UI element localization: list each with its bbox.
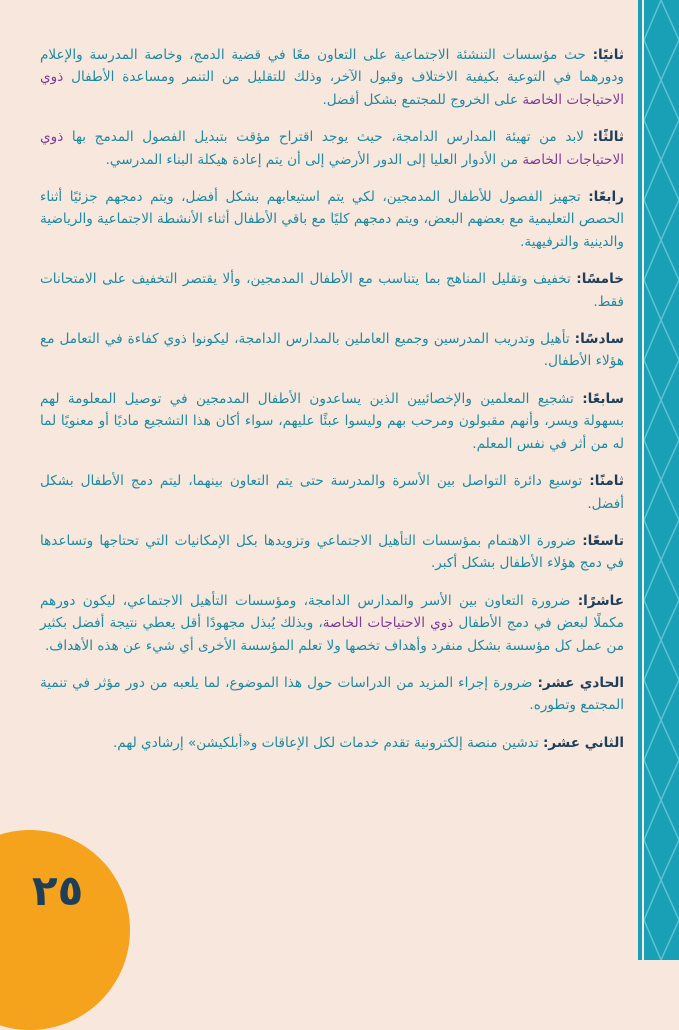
paragraph-text: تجهيز الفصول للأطفال المدمجين، لكي يتم استيعابهم بشكل أفضل، ويتم دمجهم جزئيًا أثناء الحصص التعليمية مع بعضهم البعض، ويتم دمجهم كليًا مع باقي الأطفال أثناء الأنشطة الاجتماعية والرياضية والدينية والترفيهية. — [40, 189, 624, 250]
recommendation-paragraph — [40, 268, 624, 313]
paragraph-text: ضرورة الاهتمام بمؤسسات التأهيل الاجتماعي وتزويدها بكل الإمكانيات التي تحتاجها وتساعدها في دمج هؤلاء الأطفال بشكل أكبر. — [40, 532, 624, 572]
highlight-text: ذوي الاحتياجات الخاصة — [40, 69, 624, 108]
highlight-text: ذوي الاحتياجات الخاصة — [322, 615, 454, 632]
recommendation-paragraph — [40, 388, 624, 455]
paragraph-text: تخفيف وتقليل المناهج بما يتناسب مع الأطفال المدمجين، وألا يقتصر التخفيف على الامتحانات فقط. — [40, 271, 624, 310]
paragraph-lead: ثالثًا: — [592, 129, 624, 146]
paragraph-text: توسيع دائرة التواصل بين الأسرة والمدرسة حتى يتم التعاون بينهما، ليتم دمج الأطفال بشكل أفضل. — [40, 473, 624, 512]
paragraph-lead: ثامنًا: — [589, 473, 624, 490]
recommendation-paragraph — [40, 186, 624, 253]
paragraph-text: ضرورة إجراء المزيد من الدراسات حول هذا الموضوع، لما يلعبه من دور مؤثر في تنمية المجتمع وتطوره. — [40, 674, 624, 714]
paragraph-lead: سادسًا: — [574, 331, 624, 348]
paragraph-text: لابد من تهيئة المدارس الدامجة، حيث يوجد اقتراح مؤقت بتبديل الفصول المدمج بها — [63, 129, 593, 146]
paragraph-lead: تاسعًا: — [582, 532, 624, 549]
recommendation-paragraph — [40, 470, 624, 515]
paragraph-lead: الحادي عشر: — [537, 674, 625, 691]
recommendation-paragraph — [40, 590, 624, 657]
paragraph-lead: خامسًا: — [576, 271, 624, 288]
paragraph-lead: سابعًا: — [582, 390, 624, 407]
paragraph-text: حث مؤسسات التنشئة الاجتماعية على التعاون معًا في قضية الدمج، وخاصة المدرسة والإعلام ودورهما في التوعية بكيفية الاختلاف وقبول الآخر، وذلك للتقليل من التنمر ومساعدة الأطفال — [40, 47, 624, 86]
recommendation-paragraph — [40, 672, 624, 717]
decorative-side-line — [638, 0, 642, 960]
paragraph-lead: الثاني عشر: — [542, 734, 624, 751]
paragraph-text: ، وبذلك يُبذل مجهودًا أقل يعطي نتيجة أفضل بكثير من عمل كل مؤسسة بشكل منفرد وأهداف تخصها ولا تعلم المؤسسة الأخرى أي شيء عن هذه الأهداف. — [40, 615, 624, 654]
recommendation-paragraph — [40, 732, 624, 754]
decorative-side-band — [644, 0, 679, 960]
paragraph-lead: عاشرًا: — [577, 592, 624, 609]
paragraph-text: تدشين منصة إلكترونية تقدم خدمات لكل الإعاقات و«أبلكيشن» إرشادي لهم. — [112, 734, 543, 751]
paragraph-text: من الأدوار العليا إلى الدور الأرضي إلى أن يتم إعادة هيكلة البناء المدرسي. — [105, 151, 523, 168]
highlight-text: ذوي الاحتياجات الخاصة — [40, 129, 624, 168]
paragraph-text: تأهيل وتدريب المدرسين وجميع العاملين بالمدارس الدامجة، ليكونوا ذوي كفاءة في التعامل مع هؤلاء الأطفال. — [40, 331, 624, 370]
paragraph-lead: رابعًا: — [588, 189, 624, 206]
recommendation-paragraph — [40, 530, 624, 575]
arabesque-pattern — [644, 0, 679, 960]
recommendation-paragraph — [40, 44, 624, 111]
paragraph-text: تشجيع المعلمين والإخصائيين الذين يساعدون الأطفال المدمجين في توصيل المعلومة لهم بسهولة ويسر، وأنهم مقبولون ومرحب بهم وليسوا عبئًا عليهم، سواء أكان هذا التشجيع ماديًا أو معنويًا لما له من أثر في نفس المعلم. — [40, 390, 624, 452]
page-number: ٢٥ — [32, 866, 84, 915]
recommendations-list — [40, 44, 624, 769]
paragraph-text: ضرورة التعاون بين الأسر والمدارس الدامجة، ومؤسسات التأهيل الاجتماعي، ليكون دورهم مكملًا لبعض في دمج الأطفال — [40, 592, 624, 632]
recommendation-paragraph — [40, 328, 624, 373]
recommendation-paragraph — [40, 126, 624, 171]
paragraph-text: على الخروج للمجتمع بشكل أفضل. — [322, 91, 523, 108]
page-number-circle — [0, 830, 130, 1030]
paragraph-lead: ثانيًا: — [592, 47, 624, 63]
